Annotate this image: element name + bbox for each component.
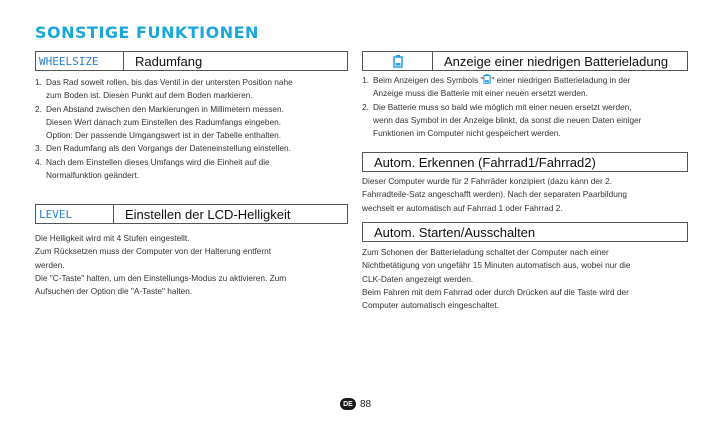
autodetect-heading: Autom. Erkennen (Fahrrad1/Fahrrad2) <box>374 154 596 170</box>
wheelsize-header <box>35 51 348 71</box>
autostart-text: Zum Schonen der Batterieladung schaltet der Computer nach einer Nichtbetätigung von ungefähr 15 Minuten automatisch aus, wobei nur die CLK-Daten angezeigt werden. Beim Fahren mit dem Fahrrad oder durch Drücken auf die Taste wird der Computer automatisch eingeschaltet. <box>362 247 631 311</box>
list-item: 2. Den Abstand zwischen den Markierungen in Millimetern messen. Diesen Wert danach zum Einstellen des Radumfangs eingeben. Option: Der passende Umgangswert ist in der Tabelle enthalten. <box>35 103 284 141</box>
wheelsize-text <box>35 76 355 182</box>
page-title: SONSTIGE FUNKTIONEN <box>35 23 259 42</box>
autostart-heading: Autom. Starten/Ausschalten <box>374 224 536 240</box>
list-item: 1. Beim Anzeigen des Symbols " " einer niedrigen Batterieladung in der Anzeige muss die Batterie mit einer neuen ersetzt werden. <box>362 75 631 99</box>
level-header <box>35 204 348 224</box>
battery-text <box>362 74 692 140</box>
language-badge: DE <box>340 398 356 410</box>
list-item: 3. Den Radumfang als den Vorgangs der Dateneinstellung einstellen. <box>35 143 291 154</box>
wheelsize-lcd-tag: WHEELSIZE <box>36 52 124 70</box>
battery-header <box>362 51 688 71</box>
page-number: 88 <box>360 398 372 410</box>
autodetect-text: Dieser Computer wurde für 2 Fahrräder konzipiert (dazu kann der 2. Fahrradteile-Satz angeschafft werden). Nach der separaten Paarbildung wechselt er automatisch auf Fahrrad 1 oder Fahrrad 2. <box>362 176 628 213</box>
level-heading: Einstellen der LCD-Helligkeit <box>125 206 291 222</box>
battery-heading: Anzeige einer niedrigen Batterieladung <box>444 53 669 69</box>
list-item: 2. Die Batterie muss so bald wie möglich mit einer neuen ersetzt werden, wenn das Symbol in der Anzeige blinkt, da sonst die neuen Daten einiger Funktionen im Computer nicht gespeichert werden. <box>362 101 642 139</box>
list-item: 1. Das Rad soweit rollen, bis das Ventil in der untersten Position nahe zum Boden ist. Diesen Punkt auf dem Boden markieren. <box>35 77 293 101</box>
level-lcd-tag: LEVEL <box>36 205 114 223</box>
battery-icon <box>363 52 433 70</box>
wheelsize-heading: Radumfang <box>135 53 203 69</box>
autostart-header <box>362 222 688 242</box>
page-footer <box>340 398 371 410</box>
autodetect-header <box>362 152 688 172</box>
level-text: Die Helligkeit wird mit 4 Stufen eingestellt. Zum Rücksetzen muss der Computer von der Halterung entfernt werden. Die "C-Taste" halten, um den Einstellungs-Modus zu aktivieren. Zum Aufsuchen der Option die "A-Taste" halten. <box>35 233 287 297</box>
list-item: 4. Nach dem Einstellen dieses Umfangs wird die Einheit auf die Normalfunktion geändert. <box>35 156 270 181</box>
